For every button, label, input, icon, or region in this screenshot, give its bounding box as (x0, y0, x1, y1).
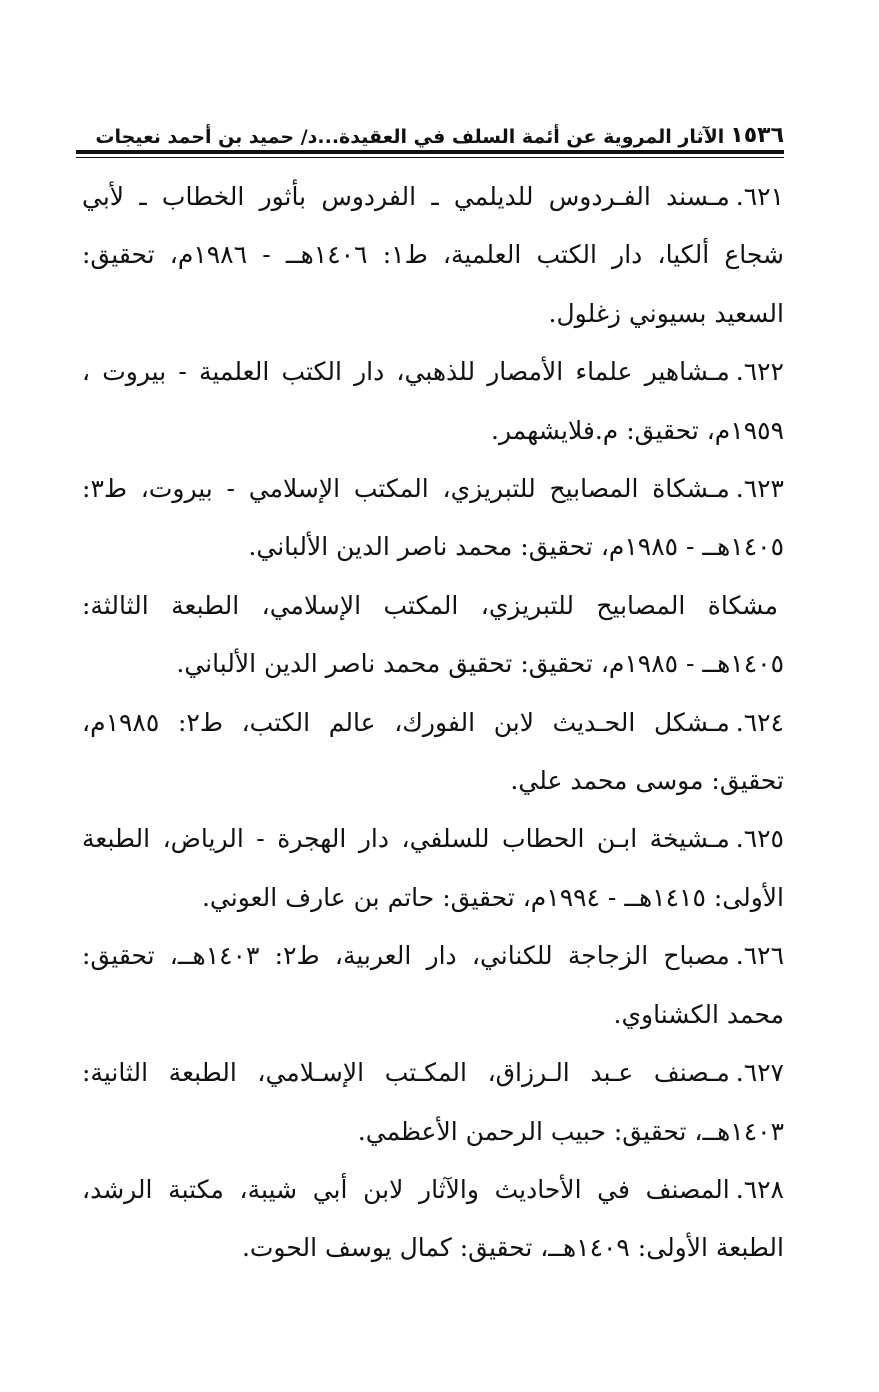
entry-text: مـشكاة المصابيح للتبريزي، المكتب الإسلامي - بيروت، ط٣: ١٤٠٥هــ - ١٩٨٥م، تحقيق: محمد ناصر الدين الألباني. (82, 474, 784, 562)
entry-number: ٦٢٧. (735, 1058, 784, 1088)
entry-text: مـسند الفـردوس للديلمي ـ الفردوس بأثور الخطاب ـ لأبي شجاع ألكيا، دار الكتب العلمية، ط١: ١٤٠٦هــ - ١٩٨٦م، تحقيق: السعيد بسيوني زغلول. (82, 182, 784, 328)
header-rule-thin (76, 157, 784, 158)
bibliography-entry (82, 694, 784, 811)
bibliography-entry (82, 1161, 784, 1278)
entry-text: مـشكل الحـديث لابن الفورك، عالم الكتب، ط٢: ١٩٨٥م، تحقيق: موسى محمد علي. (82, 707, 784, 796)
entry-text: المصنف في الأحاديث والآثار لابن أبي شيبة، مكتبة الرشد، الطبعة الأولى: ١٤٠٩هــ، تحقيق: كمال يوسف الحوت. (82, 1174, 784, 1263)
entry-text: مشكاة المصابيح للتبريزي، المكتب الإسلامي، الطبعة الثالثة: ١٤٠٥هــ - ١٩٨٥م، تحقيق: تحقيق محمد ناصر الدين الألباني. (82, 590, 784, 679)
entry-text: مـشيخة ابـن الحطاب للسلفي، دار الهجرة - الرياض، الطبعة الأولى: ١٤١٥هــ - ١٩٩٤م، تحقيق: حاتم بن عارف العوني. (82, 824, 784, 912)
running-title: الآثار المروية عن أئمة السلف في العقيدة...د/ حميد بن أحمد نعيجات (95, 126, 725, 148)
bibliography-entry (82, 927, 784, 1044)
page-number: ١٥٣٦ (730, 123, 784, 148)
entry-number: ٦٢٣. (735, 474, 784, 504)
entry-text: مـصنف عـبد الـرزاق، المكـتب الإسـلامي، الطبعة الثانية: ١٤٠٣هــ، تحقيق: حبيب الرحمن الأعظمي. (82, 1058, 784, 1146)
entry-number: ٦٢٥. (735, 824, 784, 854)
header-rule-thick (76, 150, 784, 154)
entry-text: مصباح الزجاجة للكناني، دار العربية، ط٢: ١٤٠٣هــ، تحقيق: محمد الكشناوي. (82, 941, 784, 1029)
entry-number: ٦٢٨. (735, 1174, 784, 1204)
bibliography-entry (82, 343, 784, 460)
running-header (96, 112, 784, 148)
bibliography-entry (82, 168, 784, 343)
bibliography-entry (82, 577, 784, 694)
entry-text: مـشاهير علماء الأمصار للذهبي، دار الكتب العلمية - بيروت ، ١٩٥٩م، تحقيق: م.فلايشهمر. (82, 357, 784, 445)
bibliography-entry (82, 1044, 784, 1161)
bibliography-list (82, 168, 784, 1278)
entry-number: ٦٢١. (735, 182, 784, 211)
bibliography-entry (82, 460, 784, 577)
bibliography-entry (82, 810, 784, 927)
entry-number: ٦٢٢. (735, 357, 784, 387)
entry-number: ٦٢٦. (735, 941, 785, 971)
entry-number: ٦٢٤. (735, 707, 784, 737)
